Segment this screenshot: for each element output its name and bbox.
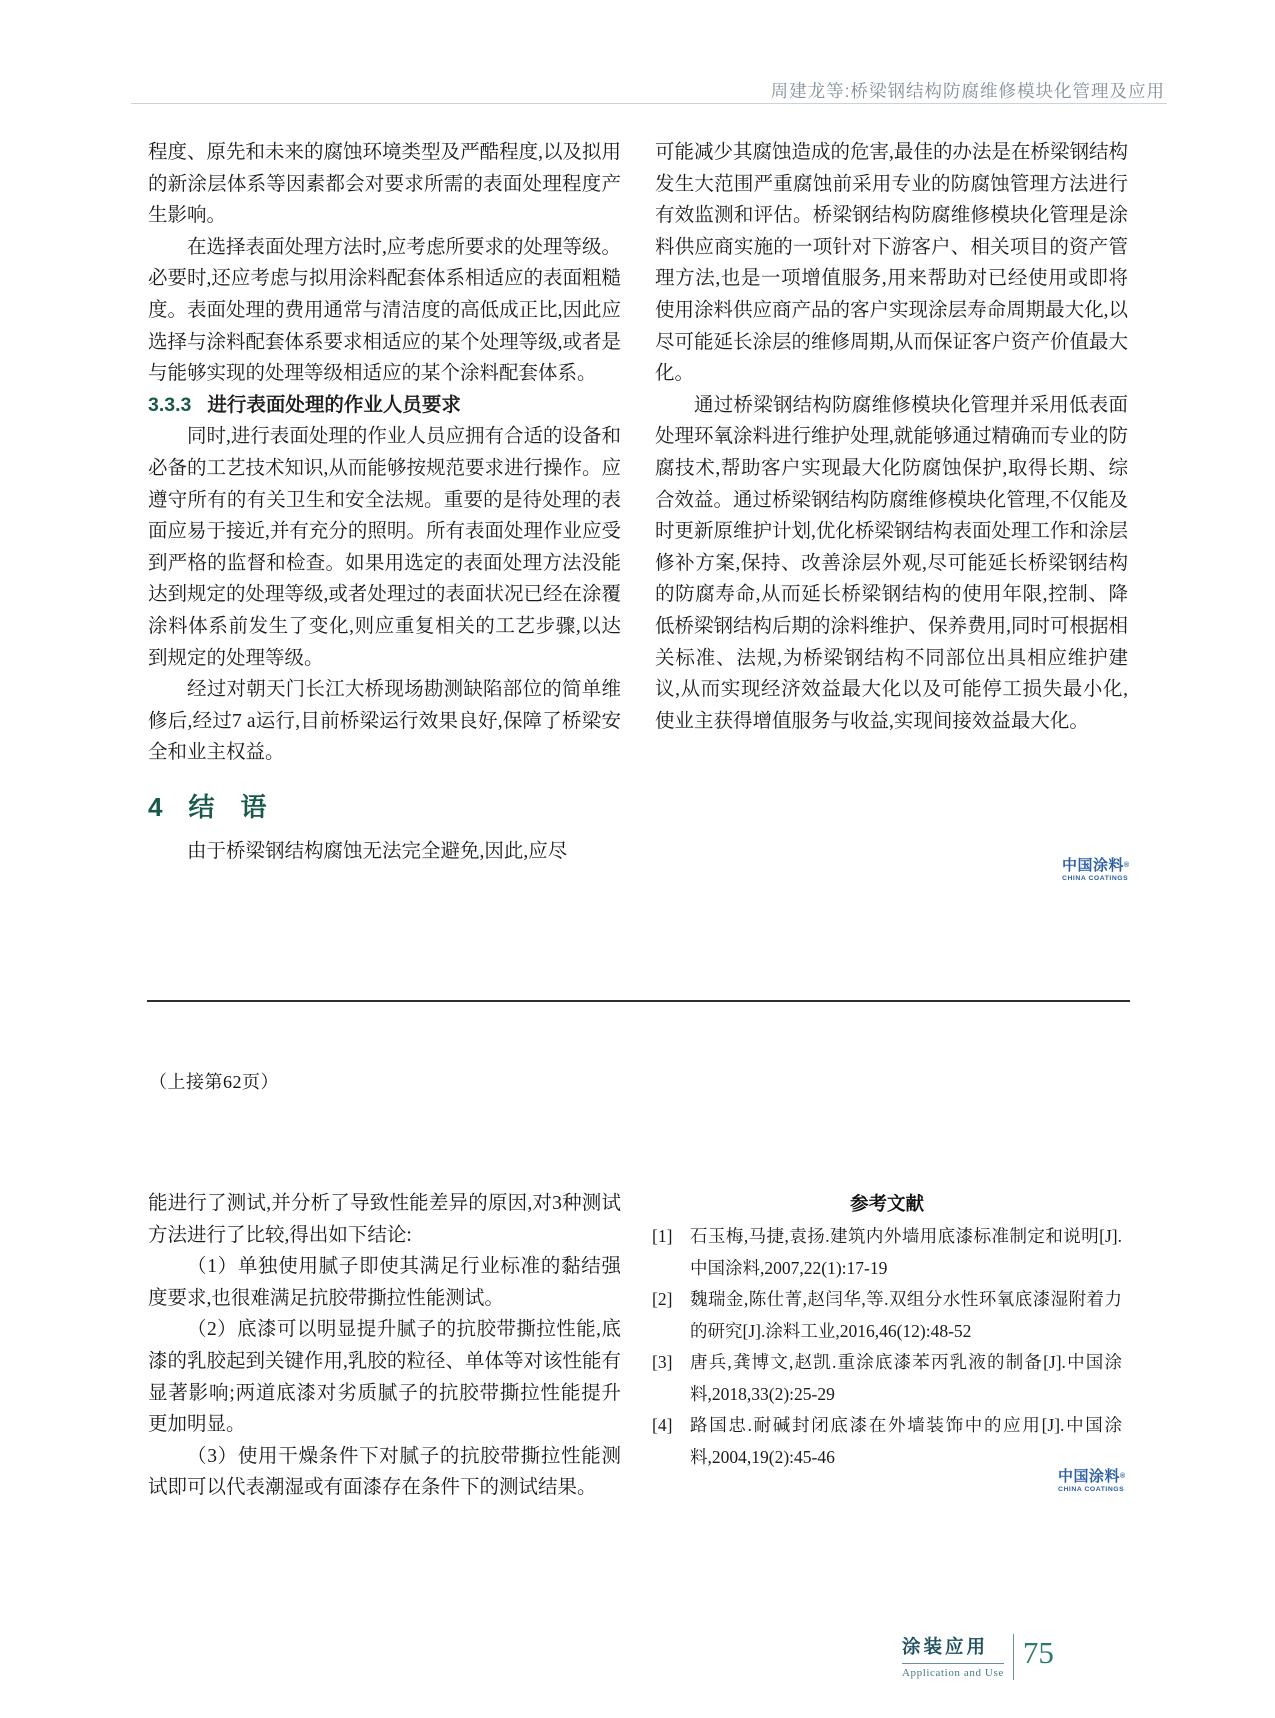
china-coatings-logo-cn [1058,1468,1128,1485]
reference-marker: [3] [652,1352,673,1372]
footer-divider-line [902,1663,1004,1664]
reference-item [652,1221,1122,1284]
main-article-left-column [148,137,621,867]
paragraph-modular-management: 可能减少其腐蚀造成的危害,最佳的办法是在桥梁钢结构发生大范围严重腐蚀前采用专业的防腐蚀管理方法进行有效监测和评估。桥梁钢结构防腐维修模块化管理是涂料供应商实施的一项针对下游客户、相关项目的资产管理方法,也是一项增值服务,用来帮助对已经使用或即将使用涂料供应商产品的客户实现涂层寿命周期最大化,以尽可能延长涂层的维修周期,从而保证客户资产价值最大化。 [655,142,1128,385]
reference-item [652,1284,1122,1347]
reference-item [652,1347,1122,1410]
section-title: 进行表面处理的作业人员要求 [207,393,461,416]
running-title: 周建龙等:桥梁钢结构防腐维修模块化管理及应用 [770,81,1165,101]
china-coatings-logo-en: CHINA COATINGS [1058,1486,1125,1493]
section-number: 3.3.3 [148,393,192,416]
registered-mark-icon: ® [1120,1473,1126,1480]
section-heading-3-3-3 [148,390,621,422]
china-coatings-logo [1058,1468,1128,1494]
footer-section-name-cn: 涂装应用 [902,1636,989,1657]
header-divider [131,103,1167,104]
reference-marker: [4] [652,1415,673,1435]
logo-text-cn: 中国涂料 [1058,1468,1121,1485]
paragraph-test-summary: 能进行了测试,并分析了导致性能差异的原因,对3种测试方法进行了比较,得出如下结论: [148,1193,621,1246]
page-footer [902,1634,1054,1680]
footer-vertical-divider [1013,1634,1014,1680]
paragraph-conclusion-1: （1）单独使用腻子即使其满足行业标准的黏结强度要求,也很难满足抗胶带撕拉性能测试。 [148,1256,621,1309]
paragraph-conclusion-2: （2）底漆可以明显提升腻子的抗胶带撕拉性能,底漆的乳胶起到关键作用,乳胶的粒径、单体等对该性能有显著影响;两道底漆对劣质腻子的抗胶带撕拉性能提升更加明显。 [148,1319,621,1436]
continued-from-note: （上接第62页） [149,1072,279,1092]
paragraph-bridge-case: 经过对朝天门长江大桥现场勘测缺陷部位的简单维修后,经过7 a运行,目前桥梁运行效果良好,保障了桥梁安全和业主权益。 [148,679,621,764]
footer-section-block [902,1634,1004,1680]
article-divider [147,1000,1130,1002]
paragraph-benefits: 通过桥梁钢结构防腐维修模块化管理并采用低表面处理环氧涂料进行维护处理,就能够通过精确而专业的防腐技术,帮助客户实现最大化防腐蚀保护,取得长期、综合效益。通过桥梁钢结构防腐维修模块化管理,不仅能及时更新原维护计划,优化桥梁钢结构表面处理工作和涂层修补方案,保持、改善涂层外观,尽可能延长桥梁钢结构的防腐寿命,从而延长桥梁钢结构的使用年限,控制、降低桥梁钢结构后期的涂料维护、保养费用,同时可根据相关标准、法规,为桥梁钢结构不同部位出具相应维护建议,从而实现经济效益最大化以及可能停工损失最小化,使业主获得增值服务与收益,实现间接效益最大化。 [655,394,1128,732]
reference-item [652,1410,1122,1473]
paragraph-conclusion-3: （3）使用干燥条件下对腻子的抗胶带撕拉性能测试即可以代表潮湿或有面漆存在条件下的测试结果。 [148,1445,621,1499]
section-number: 4 [148,791,163,822]
reference-text: 魏瑞金,陈仕菁,赵闫华,等.双组分水性环氧底漆湿附着力的研究[J].涂料工业,2016,46(12):48-52 [690,1289,1122,1341]
paragraph-worker-requirements: 同时,进行表面处理的作业人员应拥有合适的设备和必备的工艺技术知识,从而能够按规范要求进行操作。应遵守所有的有关卫生和安全法规。重要的是待处理的表面应易于接近,并有充分的照明。所有表面处理作业应受到严格的监督和检查。如果用选定的表面处理方法没能达到规定的处理等级,或者处理过的表面状况已经在涂覆涂料体系前发生了变化,则应重复相关的工艺步骤,以达到规定的处理等级。 [148,426,621,669]
reference-marker: [2] [652,1289,673,1309]
china-coatings-logo-cn [1062,857,1132,874]
paragraph-conclusion-start: 由于桥梁钢结构腐蚀无法完全避免,因此,应尽 [187,840,568,862]
logo-text-cn: 中国涂料 [1062,857,1125,874]
registered-mark-icon: ® [1124,862,1130,869]
main-article-right-column [655,137,1128,737]
paragraph-surface-selection: 在选择表面处理方法时,应考虑所要求的处理等级。必要时,还应考虑与拟用涂料配套体系相适应的表面粗糙度。表面处理的费用通常与清洁度的高低成正比,因此应选择与涂料配套体系要求相适应的某个处理等级,或者是与能够实现的处理等级相适应的某个涂料配套体系。 [148,236,621,385]
section-heading-4-conclusion [148,790,621,824]
page-number: 75 [1022,1635,1054,1670]
reference-text: 石玉梅,马捷,袁扬.建筑内外墙用底漆标准制定和说明[J].中国涂料,2007,22(1):17-19 [690,1226,1122,1278]
paragraph-carryover: 程度、原先和未来的腐蚀环境类型及严酷程度,以及拟用的新涂层体系等因素都会对要求所需的表面处理程度产生影响。 [148,142,621,227]
section-title: 结 语 [188,791,267,822]
footer-section-name-en: Application and Use [902,1667,1004,1679]
china-coatings-logo [1062,857,1132,883]
reference-marker: [1] [652,1226,673,1246]
references-column [652,1188,1122,1473]
china-coatings-logo-en: CHINA COATINGS [1062,875,1129,882]
references-heading: 参考文献 [849,1193,924,1214]
second-article-left-column [148,1188,621,1504]
reference-text: 唐兵,龚博文,赵凯.重涂底漆苯丙乳液的制备[J].中国涂料,2018,33(2):25-29 [690,1352,1122,1404]
reference-text: 路国忠.耐碱封闭底漆在外墙装饰中的应用[J].中国涂料,2004,19(2):45-46 [690,1415,1122,1467]
